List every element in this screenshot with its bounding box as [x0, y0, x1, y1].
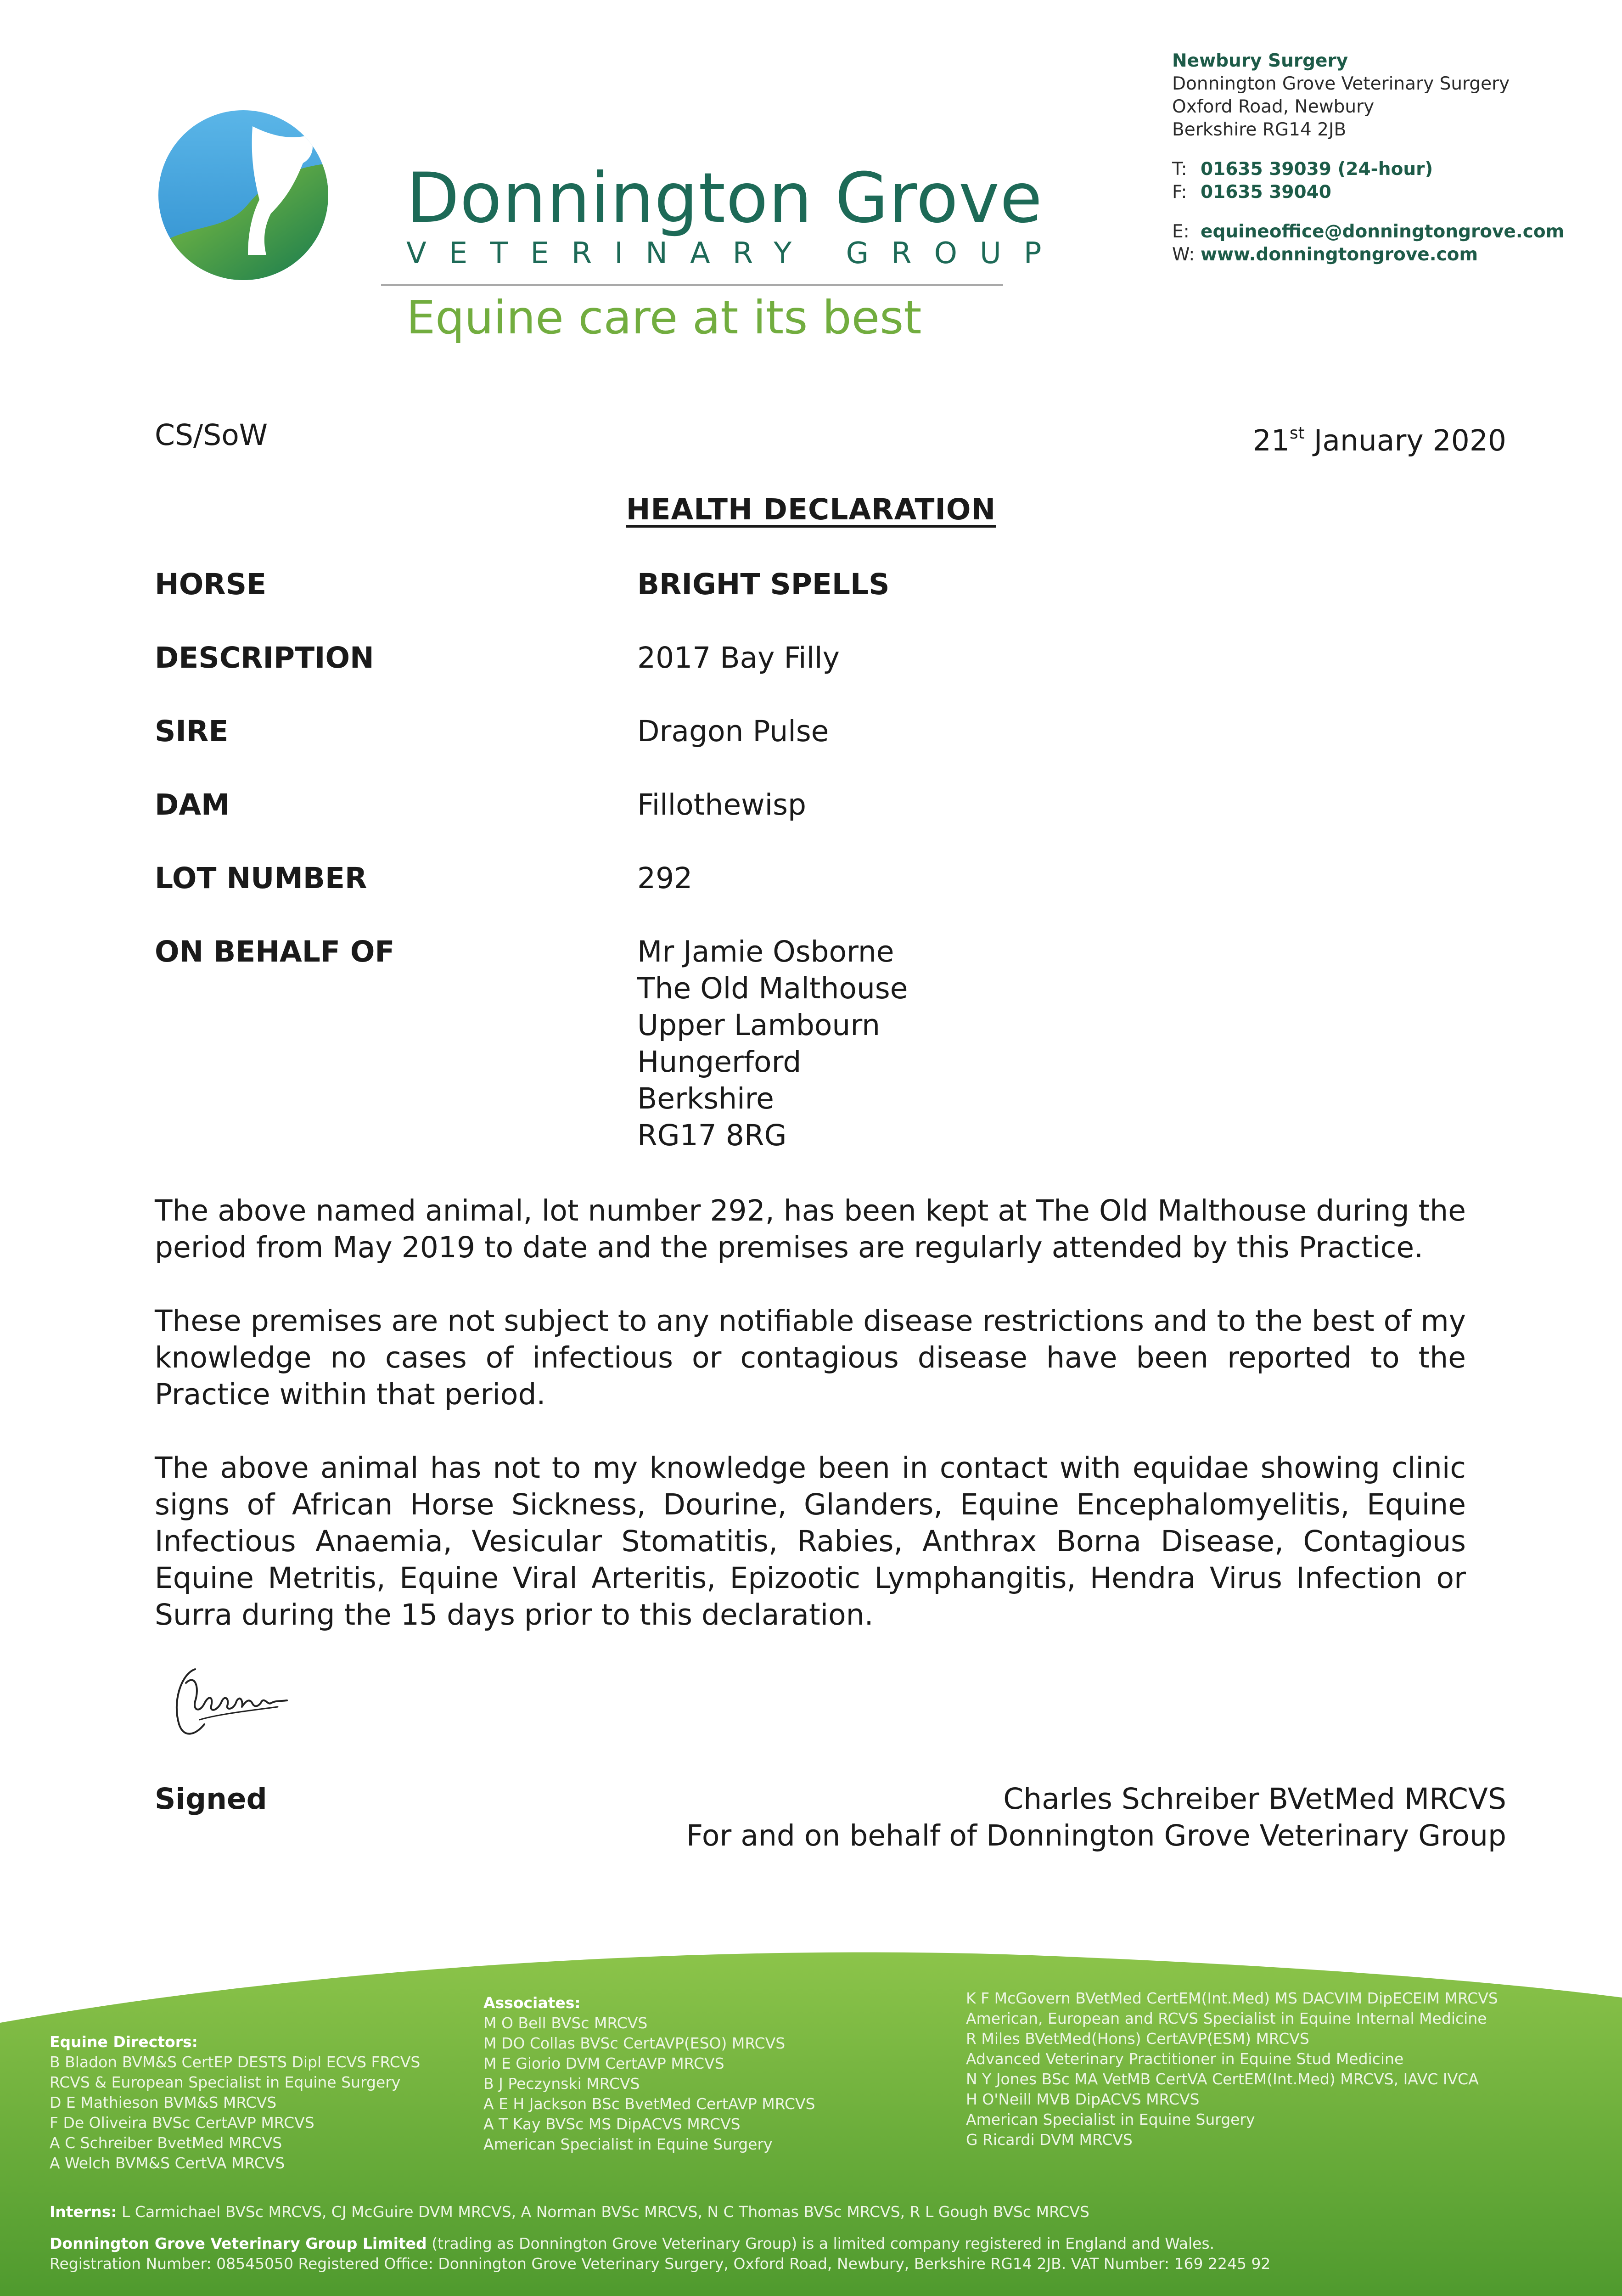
footer-line: RCVS & European Specialist in Equine Surgery: [50, 2073, 401, 2091]
footer-line: D E Mathieson BVM&S MRCVS: [50, 2093, 277, 2111]
footer-line: R Miles BVetMed(Hons) CertAVP(ESM) MRCVS: [966, 2030, 1309, 2048]
dam-label: DAM: [155, 788, 230, 822]
footer-line: A T Kay BVSc MS DipACVS MRCVS: [483, 2115, 741, 2133]
declaration-body: [155, 1193, 1466, 1670]
footer-line: G Ricardi DVM MRCVS: [966, 2131, 1133, 2149]
surgery-name: Newbury Surgery: [1172, 51, 1348, 71]
lot-number-value: 292: [637, 861, 693, 895]
signed-label: Signed: [155, 1782, 267, 1816]
description-label: DESCRIPTION: [155, 641, 374, 675]
signatory-on-behalf: For and on behalf of Donnington Grove Veterinary Group: [686, 1819, 1506, 1852]
footer-registration: Registration Number: 08545050 Registered Office: Donnington Grove Veterinary Surgery, Oxford Road, Newbury, Berkshire RG14 2JB. VAT Number: 169 2245 92: [50, 2255, 1271, 2273]
footer-interns: Interns: L Carmichael BVSc MRCVS, CJ McGuire DVM MRCVS, A Norman BVSc MRCVS, N C Thomas BVSc MRCVS, R L Gough BVSc MRCVS: [50, 2203, 1089, 2221]
handwritten-signature: [168, 1655, 305, 1756]
footer-line: B J Peczynski MRCVS: [483, 2075, 640, 2093]
signatory-block: [686, 1781, 1506, 1854]
brand-name: Donnington Grove: [406, 158, 1043, 238]
brand-divider: [381, 284, 1003, 286]
address-line: Donnington Grove Veterinary Surgery: [1172, 73, 1510, 94]
on-behalf-address: [637, 934, 908, 1154]
footer-line: H O'Neill MVB DipACVS MRCVS: [966, 2090, 1200, 2108]
description-value: 2017 Bay Filly: [637, 641, 840, 675]
footer-line: M O Bell BVSc MRCVS: [483, 2014, 648, 2032]
footer-company-info: Donnington Grove Veterinary Group Limited (trading as Donnington Grove Veterinary Group) is a limited company registered in England and Wales. Registration Number: 08545050 Registered Office: Donnington Grove Veterinary Surgery, Oxford Road, Newbury, Berkshire RG14 2JB. VAT Number: 169 2245 92: [50, 2234, 1270, 2274]
fax-row: F: 01635 39040: [1172, 182, 1331, 203]
document-title: HEALTH DECLARATION: [626, 493, 996, 526]
footer-line: N Y Jones BSc MA VetMB CertVA CertEM(Int.Med) MRCVS, IAVC IVCA: [966, 2070, 1479, 2088]
horse-head-circle-logo: [156, 108, 331, 282]
sire-label: SIRE: [155, 715, 229, 748]
footer-line: M DO Collas BVSc CertAVP(ESO) MRCVS: [483, 2034, 786, 2052]
dam-value: Fillothewisp: [637, 788, 806, 822]
address-line: Oxford Road, Newbury: [1172, 96, 1375, 117]
telephone-row: T: 01635 39039 (24-hour): [1172, 159, 1433, 180]
footer-line: M E Giorio DVM CertAVP MRCVS: [483, 2054, 724, 2072]
letter-reference: CS/SoW: [155, 418, 268, 452]
address-line: Hungerford: [637, 1045, 802, 1079]
fax-number: 01635 39040: [1201, 182, 1331, 203]
lot-number-label: LOT NUMBER: [155, 861, 367, 895]
footer-line: American Specialist in Equine Surgery: [966, 2110, 1255, 2128]
footer-line: A E H Jackson BSc BvetMed CertAVP MRCVS: [483, 2095, 815, 2113]
contact-block: [1172, 50, 1564, 266]
footer-line: B Bladon BVM&S CertEP DESTS Dipl ECVS FRCVS: [50, 2053, 421, 2071]
footer-specialists: [966, 1988, 1498, 2150]
footer-directors: Equine Directors: B Bladon BVM&S CertEP DESTS Dipl ECVS FRCVS RCVS & European Specialist in Equine Surgery D E Mathieson BVM&S MRCVS F De Oliveira BVSc CertAVP MRCVS A C Schreiber BvetMed MRCVS A Welch BVM&S CertVA MRCVS: [50, 2032, 420, 2173]
footer-line: K F McGovern BVetMed CertEM(Int.Med) MS DACVIM DipECEIM MRCVS: [966, 1989, 1498, 2007]
horse-label: HORSE: [155, 568, 267, 601]
sire-value: Dragon Pulse: [637, 715, 829, 748]
address-line: Mr Jamie Osborne: [637, 935, 894, 968]
declaration-paragraph: The above animal has not to my knowledge been in contact with equidae showing clinic signs of African Horse Sickness, Dourine, Glanders, Equine Encephalomyelitis, Equine Infectious Anaemia, Vesicular Stomatitis, Rabies, Anthrax Borna Disease, Contagious Equine Metritis, Equine Viral Arteritis, Epizootic Lymphangitis, Hendra Virus Infection or Surra during the 15 days prior to this declaration.: [155, 1451, 1466, 1632]
footer-line: American Specialist in Equine Surgery: [483, 2135, 773, 2153]
on-behalf-label: ON BEHALF OF: [155, 935, 395, 968]
horse-name: BRIGHT SPELLS: [637, 568, 890, 601]
address-line: RG17 8RG: [637, 1119, 787, 1152]
footer-line: F De Oliveira BVSc CertAVP MRCVS: [50, 2114, 314, 2132]
address-line: Upper Lambourn: [637, 1008, 881, 1042]
declaration-paragraph: These premises are not subject to any notifiable disease restrictions and to the best of my knowledge no cases of infectious or contagious disease have been reported to the Practice within that period.: [155, 1304, 1466, 1411]
signatory-name: Charles Schreiber BVetMed MRCVS: [1003, 1782, 1506, 1816]
website-link[interactable]: www.donningtongrove.com: [1201, 244, 1478, 265]
website-row: W: www.donningtongrove.com: [1172, 244, 1478, 265]
address-line: Berkshire: [637, 1082, 774, 1115]
footer-line: A Welch BVM&S CertVA MRCVS: [50, 2154, 285, 2172]
telephone-number[interactable]: 01635 39039 (24-hour): [1201, 159, 1433, 180]
footer-associates: Associates: M O Bell BVSc MRCVS M DO Collas BVSc CertAVP(ESO) MRCVS M E Giorio DVM CertAVP MRCVS B J Peczynski MRCVS A E H Jackson BSc BvetMed CertAVP MRCVS A T Kay BVSc MS DipACVS MRCVS American Specialist in Equine Surgery: [483, 1993, 815, 2155]
letter-date: 21st January 2020: [1252, 424, 1506, 457]
footer-line: Advanced Veterinary Practitioner in Equine Stud Medicine: [966, 2050, 1404, 2068]
address-line: Berkshire RG14 2JB: [1172, 119, 1347, 140]
email-link[interactable]: equineoffice@donningtongrove.com: [1201, 221, 1565, 242]
brand-tagline: Equine care at its best: [406, 291, 922, 344]
address-line: The Old Malthouse: [637, 972, 908, 1005]
footer-line: A C Schreiber BvetMed MRCVS: [50, 2134, 282, 2152]
email-row: E: equineoffice@donningtongrove.com: [1172, 221, 1565, 242]
brand-subtitle: VETERINARY GROUP: [406, 236, 1064, 270]
declaration-paragraph: The above named animal, lot number 292, has been kept at The Old Malthouse during the period from May 2019 to date and the premises are regularly attended by this Practice.: [155, 1194, 1466, 1264]
footer-line: American, European and RCVS Specialist in Equine Internal Medicine: [966, 2009, 1487, 2027]
